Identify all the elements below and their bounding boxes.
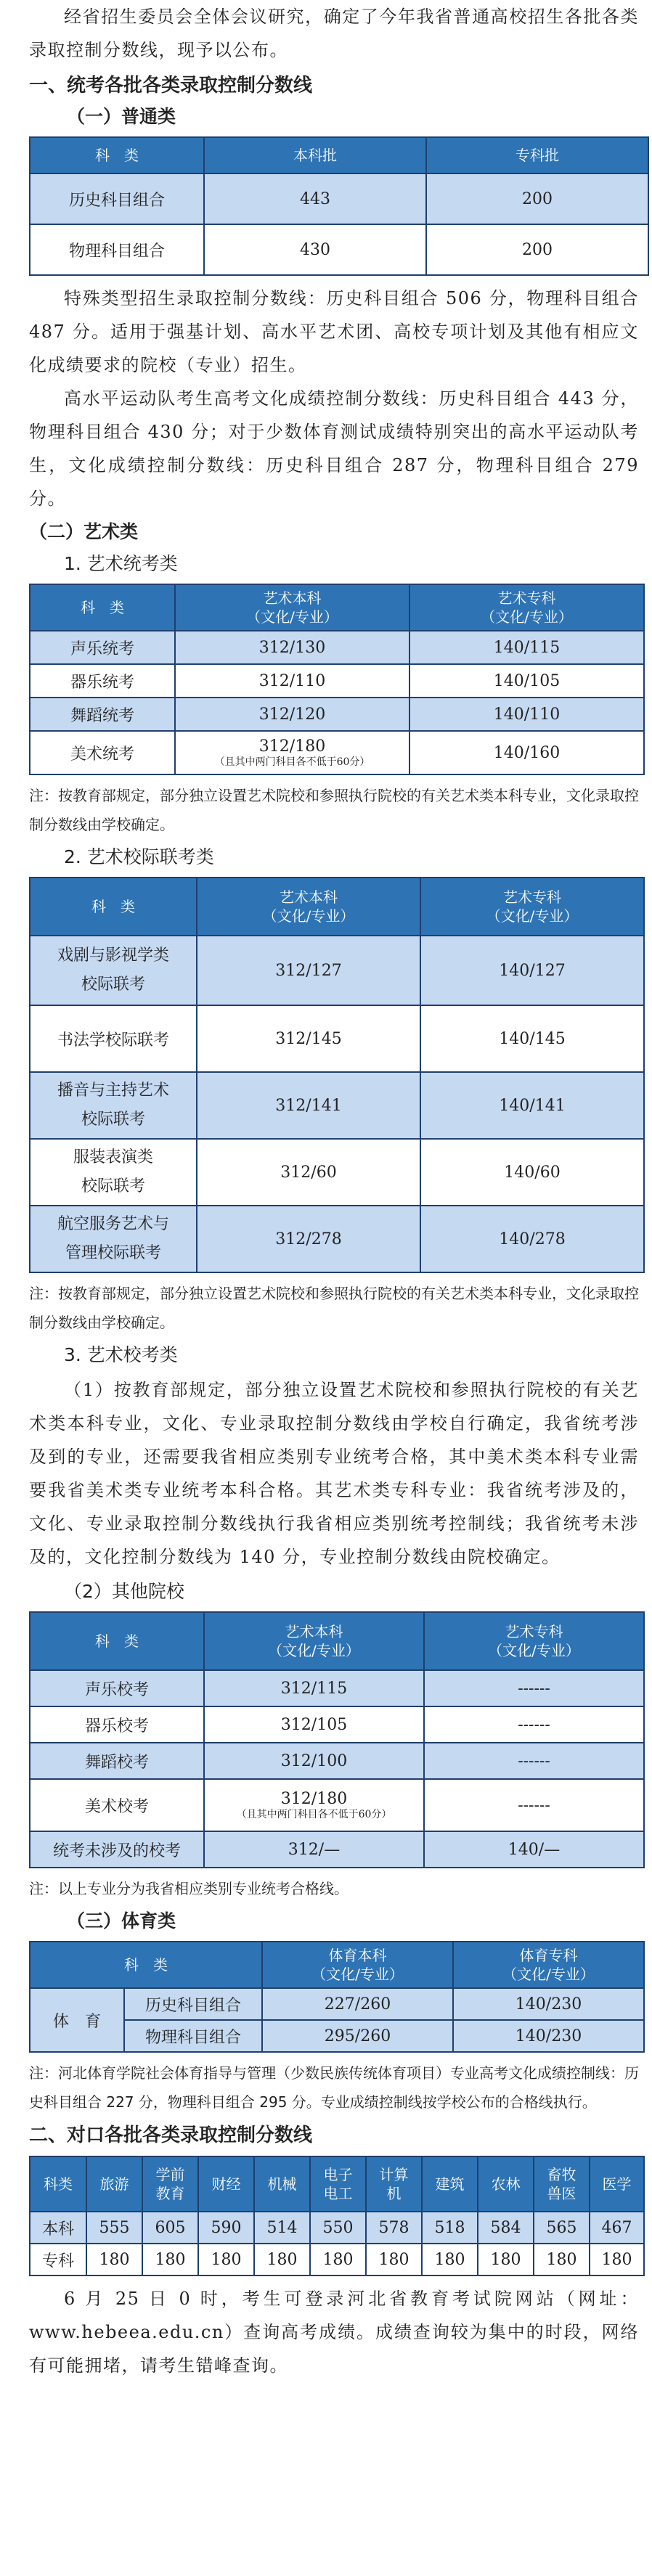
table-cell: 美术统考 [30, 731, 175, 774]
table-cell: 312/60 [197, 1139, 420, 1206]
art-3-paragraph: （1）按教育部规定，部分独立设置艺术院校和参照执行院校的有关艺术类本科专业，文化、专业录取控制分数线由学校自行确定，我省统考涉及到的专业，还需要我省相应类别专业统考合格，其中美术类本科专业需要我省美术类专业统考本科合格。其艺术类专科专业：我省统考涉及的，文化、专业录取控制分数线执行我省相应类别统考控制线；我省统考未涉及的，文化控制分数线为 140 分，专业控制分数线由院校确定。 [29, 1380, 639, 1567]
note-d: 注：河北体育学院社会体育指导与管理（少数民族传统体育项目）专业高考文化成绩控制线：历史科目组合 227 分，物理科目组合 295 分。专业成绩控制线按学校公布的合格线执行。 [29, 2064, 639, 2111]
table-cell: 140/— [424, 1831, 644, 1868]
table-row [30, 2244, 644, 2276]
table-cell: 227/260 [262, 1988, 453, 2020]
table-header: 科类 [30, 2156, 86, 2212]
table-cell: 本科 [30, 2212, 86, 2244]
table-art-school [29, 1611, 645, 1868]
table-header: 体育专科 （文化/专业） [453, 1942, 644, 1988]
art-2-title: 2. 艺术校际联考类 [64, 846, 214, 867]
cell-note: （且其中两门科目各不低于60分） [236, 1808, 392, 1820]
table-cell: 578 [366, 2212, 422, 2244]
table-cell: 180 [366, 2244, 422, 2276]
note-c: 注：以上专业分为我省相应类别专业统考合格线。 [29, 1880, 349, 1897]
table-header: 专科批 [426, 137, 648, 173]
table-cell: 467 [590, 2212, 644, 2244]
cell-note: （且其中两门科目各不低于60分） [214, 756, 370, 768]
section-1b-title: （二）艺术类 [29, 521, 139, 542]
table-cell: 器乐统考 [30, 664, 175, 698]
table-cell: 443 [204, 173, 426, 224]
table-cell: ------ [424, 1670, 644, 1706]
table-cell: 舞蹈校考 [30, 1743, 204, 1779]
cell-value: 312/180 [258, 737, 326, 756]
table-row [30, 631, 644, 664]
table-cell: ------ [424, 1706, 644, 1743]
table-cell: 140/115 [409, 631, 644, 664]
table-row [30, 1139, 644, 1206]
table-cell: 312/100 [204, 1743, 424, 1779]
table-header: 财经 [198, 2156, 254, 2212]
table-cell: 180 [310, 2244, 366, 2276]
table-cell: 播音与主持艺术 校际联考 [30, 1072, 197, 1139]
table-header: 本科批 [204, 137, 426, 173]
table-cell: 312/130 [175, 631, 409, 664]
art-3-title: 3. 艺术校考类 [64, 1344, 178, 1365]
table-row [30, 731, 644, 774]
note-a: 注：按教育部规定，部分独立设置艺术院校和参照执行院校的有关艺术类本科专业，文化录取控制分数线由学校确定。 [29, 787, 639, 833]
table-row [30, 1831, 644, 1868]
table-cell: 物理科目组合 [124, 2020, 262, 2052]
table-cell: 140/60 [420, 1139, 644, 1206]
table-header: 艺术本科 （文化/专业） [197, 878, 420, 936]
table-cell: 430 [204, 224, 426, 275]
table-row [30, 173, 648, 224]
table-row [30, 698, 644, 731]
table-cell: 声乐校考 [30, 1670, 204, 1706]
table-cell: 180 [254, 2244, 310, 2276]
table-header: 科 类 [30, 1942, 262, 1988]
table-row [30, 1072, 644, 1139]
table-cell: 戏剧与影视学类 校际联考 [30, 936, 197, 1005]
table-cell: 312/278 [197, 1206, 420, 1272]
table-cell: 584 [478, 2212, 534, 2244]
table-cell: 312/145 [197, 1005, 420, 1072]
table-vocational [29, 2156, 645, 2276]
table-cell: 590 [198, 2212, 254, 2244]
table-cell: 140/278 [420, 1206, 644, 1272]
table-cell: 140/141 [420, 1072, 644, 1139]
table-cell: 服装表演类 校际联考 [30, 1139, 197, 1206]
table-cell: 历史科目组合 [30, 173, 204, 224]
table-cell: 605 [142, 2212, 198, 2244]
table-cell: 140/110 [409, 698, 644, 731]
table-cell: 180 [478, 2244, 534, 2276]
cell-value: 312/180 [280, 1789, 348, 1808]
table-cell [175, 731, 409, 774]
note-b: 注：按教育部规定，部分独立设置艺术院校和参照执行院校的有关艺术类本科专业，文化录取控制分数线由学校确定。 [29, 1285, 639, 1331]
outro-paragraph: 6 月 25 日 0 时，考生可登录河北省教育考试院网站（网址：www.hebeea.edu.cn）查询高考成绩。成绩查询较为集中的时段，网络有可能拥堵，请考生错峰查询。 [29, 2289, 639, 2376]
table-header: 学前 教育 [142, 2156, 198, 2212]
table-cell: 312/105 [204, 1706, 424, 1743]
table-cell: 140/230 [453, 1988, 644, 2020]
table-row [30, 1206, 644, 1272]
table-header: 科 类 [30, 584, 175, 631]
table-cell: 140/160 [409, 731, 644, 774]
table-cell: 555 [86, 2212, 142, 2244]
art-3b-title: （2）其他院校 [64, 1581, 184, 1602]
table-row [30, 2212, 644, 2244]
table-cell: 312/— [204, 1831, 424, 1868]
table-cell: 舞蹈统考 [30, 698, 175, 731]
table-row [30, 1988, 644, 2020]
table-header: 电子 电工 [310, 2156, 366, 2212]
table-cell: 180 [86, 2244, 142, 2276]
table-header: 计算 机 [366, 2156, 422, 2212]
table-cell: ------ [424, 1779, 644, 1831]
section-1a-title: （一）普通类 [67, 106, 176, 127]
table-cell: 书法学校际联考 [30, 1005, 197, 1072]
table-cell: 550 [310, 2212, 366, 2244]
table-cell: 声乐统考 [30, 631, 175, 664]
table-art-joint [29, 877, 645, 1273]
table-cell: 518 [422, 2212, 478, 2244]
table-cell: 565 [534, 2212, 590, 2244]
table-cell: 历史科目组合 [124, 1988, 262, 2020]
table-cell: 180 [590, 2244, 644, 2276]
table-cell: 140/145 [420, 1005, 644, 1072]
table-row [30, 1670, 644, 1706]
table-row [30, 936, 644, 1005]
table-row [30, 664, 644, 698]
table-cell: 312/120 [175, 698, 409, 731]
table-header: 农林 [478, 2156, 534, 2212]
table-cell: 180 [142, 2244, 198, 2276]
art-1-title: 1. 艺术统考类 [64, 553, 178, 574]
table-cell: 514 [254, 2212, 310, 2244]
table-art-unified [29, 584, 645, 775]
intro-paragraph: 经省招生委员会全体会议研究，确定了今年我省普通高校招生各批各类录取控制分数线，现予以公布。 [29, 7, 639, 60]
table-cell: 200 [426, 224, 648, 275]
table-header: 旅游 [86, 2156, 142, 2212]
table-cell: 航空服务艺术与 管理校际联考 [30, 1206, 197, 1272]
sports-paragraph: 高水平运动队考生高考文化成绩控制分数线：历史科目组合 443 分，物理科目组合 430 分；对于少数体育测试成绩特别突出的高水平运动队考生，文化成绩控制分数线：历史科目组合 287 分，物理科目组合 279 分。 [29, 388, 639, 509]
table-header: 体育本科 （文化/专业） [262, 1942, 453, 1988]
table-cell: 312/110 [175, 664, 409, 698]
table-cell: 器乐校考 [30, 1706, 204, 1743]
table-cell: 140/230 [453, 2020, 644, 2052]
table-sports [29, 1941, 645, 2053]
table-header: 艺术专科 （文化/专业） [420, 878, 644, 936]
table-group-cell: 体 育 [30, 1988, 124, 2052]
special-paragraph: 特殊类型招生录取控制分数线：历史科目组合 506 分，物理科目组合 487 分。适用于强基计划、高水平艺术团、高校专项计划及其他有相应文化成绩要求的院校（专业）招生。 [29, 288, 639, 375]
table-header: 科 类 [30, 137, 204, 173]
table-cell: 180 [422, 2244, 478, 2276]
table-header: 医学 [590, 2156, 644, 2212]
table-cell: 美术校考 [30, 1779, 204, 1831]
table-header: 艺术本科 （文化/专业） [204, 1612, 424, 1670]
table-cell: 140/127 [420, 936, 644, 1005]
table-header: 科 类 [30, 1612, 204, 1670]
section-1-title: 一、统考各批各类录取控制分数线 [29, 75, 313, 97]
table-row [30, 1743, 644, 1779]
table-header: 艺术专科 （文化/专业） [424, 1612, 644, 1670]
section-1c-title: （三）体育类 [67, 1910, 176, 1931]
table-cell: 312/115 [204, 1670, 424, 1706]
table-cell: 180 [534, 2244, 590, 2276]
section-2-title: 二、对口各批各类录取控制分数线 [29, 2125, 313, 2146]
table-regular [29, 136, 649, 276]
table-cell: 140/105 [409, 664, 644, 698]
table-cell: 312/127 [197, 936, 420, 1005]
table-cell: 312/141 [197, 1072, 420, 1139]
table-cell: 200 [426, 173, 648, 224]
table-cell: 180 [198, 2244, 254, 2276]
table-header: 科 类 [30, 878, 197, 936]
table-cell: ------ [424, 1743, 644, 1779]
table-header: 机械 [254, 2156, 310, 2212]
table-row [30, 1005, 644, 1072]
table-cell [204, 1779, 424, 1831]
table-cell: 295/260 [262, 2020, 453, 2052]
table-row [30, 224, 648, 275]
table-header: 畜牧 兽医 [534, 2156, 590, 2212]
table-header: 建筑 [422, 2156, 478, 2212]
table-header: 艺术本科 （文化/专业） [175, 584, 409, 631]
table-cell: 物理科目组合 [30, 224, 204, 275]
table-row [30, 1779, 644, 1831]
table-header: 艺术专科 （文化/专业） [409, 584, 644, 631]
table-row [30, 1706, 644, 1743]
table-cell: 专科 [30, 2244, 86, 2276]
table-cell: 统考未涉及的校考 [30, 1831, 204, 1868]
